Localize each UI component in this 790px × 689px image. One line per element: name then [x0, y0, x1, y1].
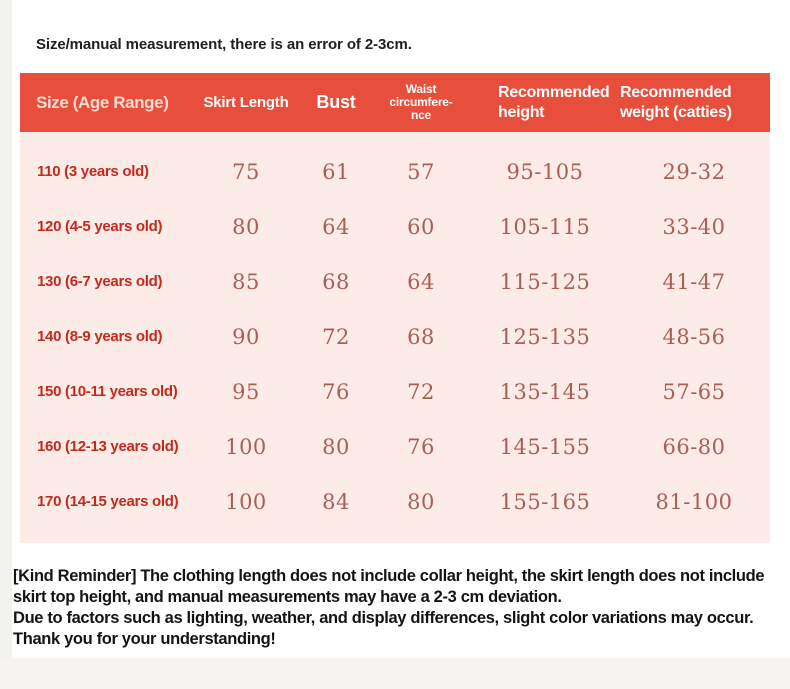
- cell-size-label: 150 (10-11 years old): [37, 383, 178, 400]
- cell-weight-range: 66-80: [662, 434, 726, 459]
- cell-height-range: 105-115: [499, 214, 591, 239]
- color-variation-note: Due to factors such as lighting, weather, and display differences, slight color variations may occur. Thank you for your understanding!: [13, 609, 754, 648]
- header-skirt-length: Skirt Length: [203, 94, 289, 111]
- cell-height-range: 115-125: [499, 269, 591, 294]
- cell-weight-range: 29-32: [662, 159, 726, 184]
- cell-weight-range: 57-65: [662, 379, 726, 404]
- cell-weight-range: 48-56: [662, 324, 726, 349]
- cell-skirt-length: 85: [232, 269, 260, 294]
- cell-size-label: 110 (3 years old): [37, 163, 149, 180]
- cell-size-label: 170 (14-15 years old): [37, 493, 179, 510]
- cell-weight-range: 33-40: [662, 214, 726, 239]
- cell-skirt-length: 80: [232, 214, 260, 239]
- table-header-row: [20, 73, 770, 132]
- cell-bust: 72: [322, 324, 350, 349]
- table-row: [20, 199, 770, 254]
- header-bust: Bust: [316, 92, 356, 112]
- cell-height-range: 135-145: [499, 379, 591, 404]
- cell-skirt-length: 100: [225, 434, 267, 459]
- cell-weight-range: 41-47: [662, 269, 726, 294]
- table-row: [20, 144, 770, 199]
- cell-skirt-length: 95: [232, 379, 260, 404]
- table-row: [20, 474, 770, 529]
- table-row: [20, 364, 770, 419]
- cell-size-label: 130 (6-7 years old): [37, 273, 163, 290]
- measurement-error-note: Size/manual measurement, there is an error of 2-3cm.: [36, 36, 412, 53]
- cell-waist: 57: [407, 159, 435, 184]
- cell-skirt-length: 75: [232, 159, 260, 184]
- cell-height-range: 145-155: [499, 434, 591, 459]
- cell-height-range: 155-165: [499, 489, 591, 514]
- cell-height-range: 125-135: [499, 324, 591, 349]
- header-recommended-weight: Recommended weight (catties): [620, 83, 732, 121]
- cell-bust: 64: [322, 214, 350, 239]
- kind-reminder-text: [Kind Reminder] The clothing length does not include collar height, the skirt length does not include skirt top height, and manual measurements may have a 2-3 cm deviation.: [13, 567, 765, 606]
- cell-bust: 84: [322, 489, 350, 514]
- cell-waist: 80: [407, 489, 435, 514]
- table-row: [20, 309, 770, 364]
- cell-bust: 80: [322, 434, 350, 459]
- cell-bust: 76: [322, 379, 350, 404]
- size-chart-table: [20, 73, 770, 543]
- footer-notes: [13, 566, 783, 650]
- bottom-edge-strip: [0, 658, 790, 689]
- cell-waist: 68: [407, 324, 435, 349]
- cell-skirt-length: 100: [225, 489, 267, 514]
- cell-bust: 68: [322, 269, 350, 294]
- cell-size-label: 120 (4-5 years old): [37, 218, 163, 235]
- table-row: [20, 254, 770, 309]
- cell-bust: 61: [322, 159, 350, 184]
- cell-weight-range: 81-100: [655, 489, 733, 514]
- header-waist-circumference: Waist circumfere- nce: [389, 82, 453, 122]
- cell-skirt-length: 90: [232, 324, 260, 349]
- cell-waist: 64: [407, 269, 435, 294]
- header-recommended-height: Recommended height: [498, 83, 610, 121]
- table-row: [20, 419, 770, 474]
- cell-waist: 60: [407, 214, 435, 239]
- header-size-age-range: Size (Age Range): [36, 92, 169, 112]
- cell-size-label: 160 (12-13 years old): [37, 438, 179, 455]
- cell-waist: 76: [407, 434, 435, 459]
- table-body: [20, 132, 770, 543]
- cell-waist: 72: [407, 379, 435, 404]
- left-edge-strip: [0, 0, 12, 689]
- cell-height-range: 95-105: [506, 159, 584, 184]
- cell-size-label: 140 (8-9 years old): [37, 328, 163, 345]
